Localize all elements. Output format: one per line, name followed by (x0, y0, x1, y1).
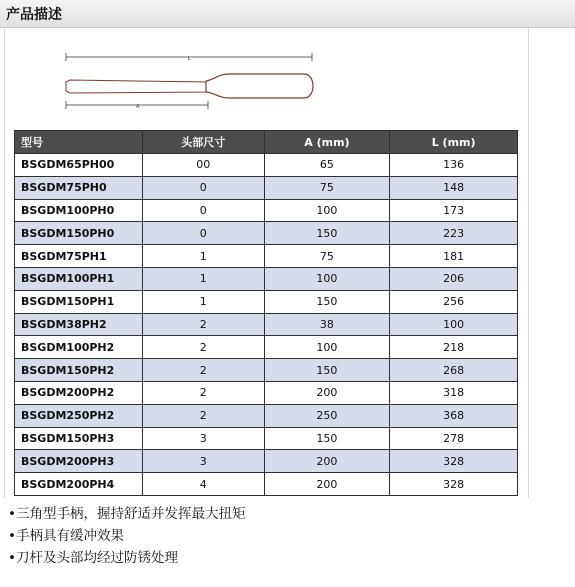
model-cell: BSGDM75PH1 (15, 245, 143, 268)
model-cell: BSGDM150PH0 (15, 222, 143, 245)
length-l-cell: 218 (390, 336, 518, 359)
tip-size-cell: 00 (142, 154, 264, 177)
column-header-tip-size: 头部尺寸 (142, 131, 264, 154)
column-header-l: L (mm) (390, 131, 518, 154)
length-l-cell: 256 (390, 290, 518, 313)
model-cell: BSGDM200PH3 (15, 450, 143, 473)
length-a-cell: 150 (264, 222, 390, 245)
table-row (15, 176, 518, 199)
length-l-cell: 100 (390, 313, 518, 336)
label-L: L (188, 56, 191, 62)
model-cell: BSGDM150PH2 (15, 359, 143, 382)
length-a-cell: 150 (264, 290, 390, 313)
length-a-cell: 250 (264, 404, 390, 427)
length-l-cell: 206 (390, 267, 518, 290)
length-l-cell: 223 (390, 222, 518, 245)
length-l-cell: 173 (390, 199, 518, 222)
tip-size-cell: 2 (142, 336, 264, 359)
table-row (15, 199, 518, 222)
tip-size-cell: 3 (142, 450, 264, 473)
screwdriver-diagram (60, 48, 320, 114)
length-a-cell: 75 (264, 245, 390, 268)
table-row (15, 381, 518, 404)
tip-size-cell: 2 (142, 404, 264, 427)
screwdriver-handle (206, 74, 313, 98)
model-cell: BSGDM65PH00 (15, 154, 143, 177)
label-A: A (136, 104, 140, 110)
model-cell: BSGDM200PH4 (15, 473, 143, 496)
table-row (15, 154, 518, 177)
tip-size-cell: 1 (142, 245, 264, 268)
table-row (15, 336, 518, 359)
note-item: •手柄具有缓冲效果 (8, 528, 124, 544)
length-a-cell: 200 (264, 381, 390, 404)
table-row (15, 245, 518, 268)
table-row (15, 313, 518, 336)
table-row (15, 222, 518, 245)
model-cell: BSGDM100PH1 (15, 267, 143, 290)
spec-table (14, 130, 518, 496)
table-header-row (15, 131, 518, 154)
table-row (15, 473, 518, 496)
length-l-cell: 181 (390, 245, 518, 268)
length-l-cell: 268 (390, 359, 518, 382)
table-row (15, 290, 518, 313)
length-a-cell: 100 (264, 336, 390, 359)
tip-size-cell: 0 (142, 176, 264, 199)
frame-border-left (4, 28, 5, 498)
length-l-cell: 318 (390, 381, 518, 404)
model-cell: BSGDM100PH2 (15, 336, 143, 359)
model-cell: BSGDM75PH0 (15, 176, 143, 199)
tip-size-cell: 0 (142, 199, 264, 222)
length-l-cell: 328 (390, 450, 518, 473)
model-cell: BSGDM200PH2 (15, 381, 143, 404)
section-title: 产品描述 (6, 7, 62, 23)
tip-size-cell: 4 (142, 473, 264, 496)
length-a-cell: 150 (264, 359, 390, 382)
frame-border-right (528, 28, 529, 498)
length-l-cell: 136 (390, 154, 518, 177)
length-a-cell: 100 (264, 199, 390, 222)
tip-size-cell: 1 (142, 290, 264, 313)
model-cell: BSGDM100PH0 (15, 199, 143, 222)
column-header-a: A (mm) (264, 131, 390, 154)
table-row (15, 427, 518, 450)
length-a-cell: 38 (264, 313, 390, 336)
tip-size-cell: 2 (142, 313, 264, 336)
length-a-cell: 200 (264, 473, 390, 496)
tip-size-cell: 1 (142, 267, 264, 290)
tip-size-cell: 0 (142, 222, 264, 245)
model-cell: BSGDM150PH3 (15, 427, 143, 450)
length-a-cell: 100 (264, 267, 390, 290)
tip-size-cell: 2 (142, 381, 264, 404)
length-l-cell: 148 (390, 176, 518, 199)
model-cell: BSGDM38PH2 (15, 313, 143, 336)
section-header (0, 0, 575, 28)
screwdriver-shaft (66, 80, 208, 93)
length-l-cell: 368 (390, 404, 518, 427)
note-item: •刀杆及头部均经过防锈处理 (8, 550, 178, 566)
tip-size-cell: 2 (142, 359, 264, 382)
model-cell: BSGDM250PH2 (15, 404, 143, 427)
model-cell: BSGDM150PH1 (15, 290, 143, 313)
length-a-cell: 150 (264, 427, 390, 450)
table-row (15, 404, 518, 427)
length-l-cell: 278 (390, 427, 518, 450)
length-a-cell: 200 (264, 450, 390, 473)
length-a-cell: 65 (264, 154, 390, 177)
table-row (15, 450, 518, 473)
length-a-cell: 75 (264, 176, 390, 199)
table-row (15, 359, 518, 382)
length-l-cell: 328 (390, 473, 518, 496)
table-row (15, 267, 518, 290)
note-item: •三角型手柄，握持舒适并发挥最大扭矩 (8, 506, 246, 522)
tip-size-cell: 3 (142, 427, 264, 450)
feature-notes (8, 503, 245, 569)
column-header-model: 型号 (15, 131, 143, 154)
